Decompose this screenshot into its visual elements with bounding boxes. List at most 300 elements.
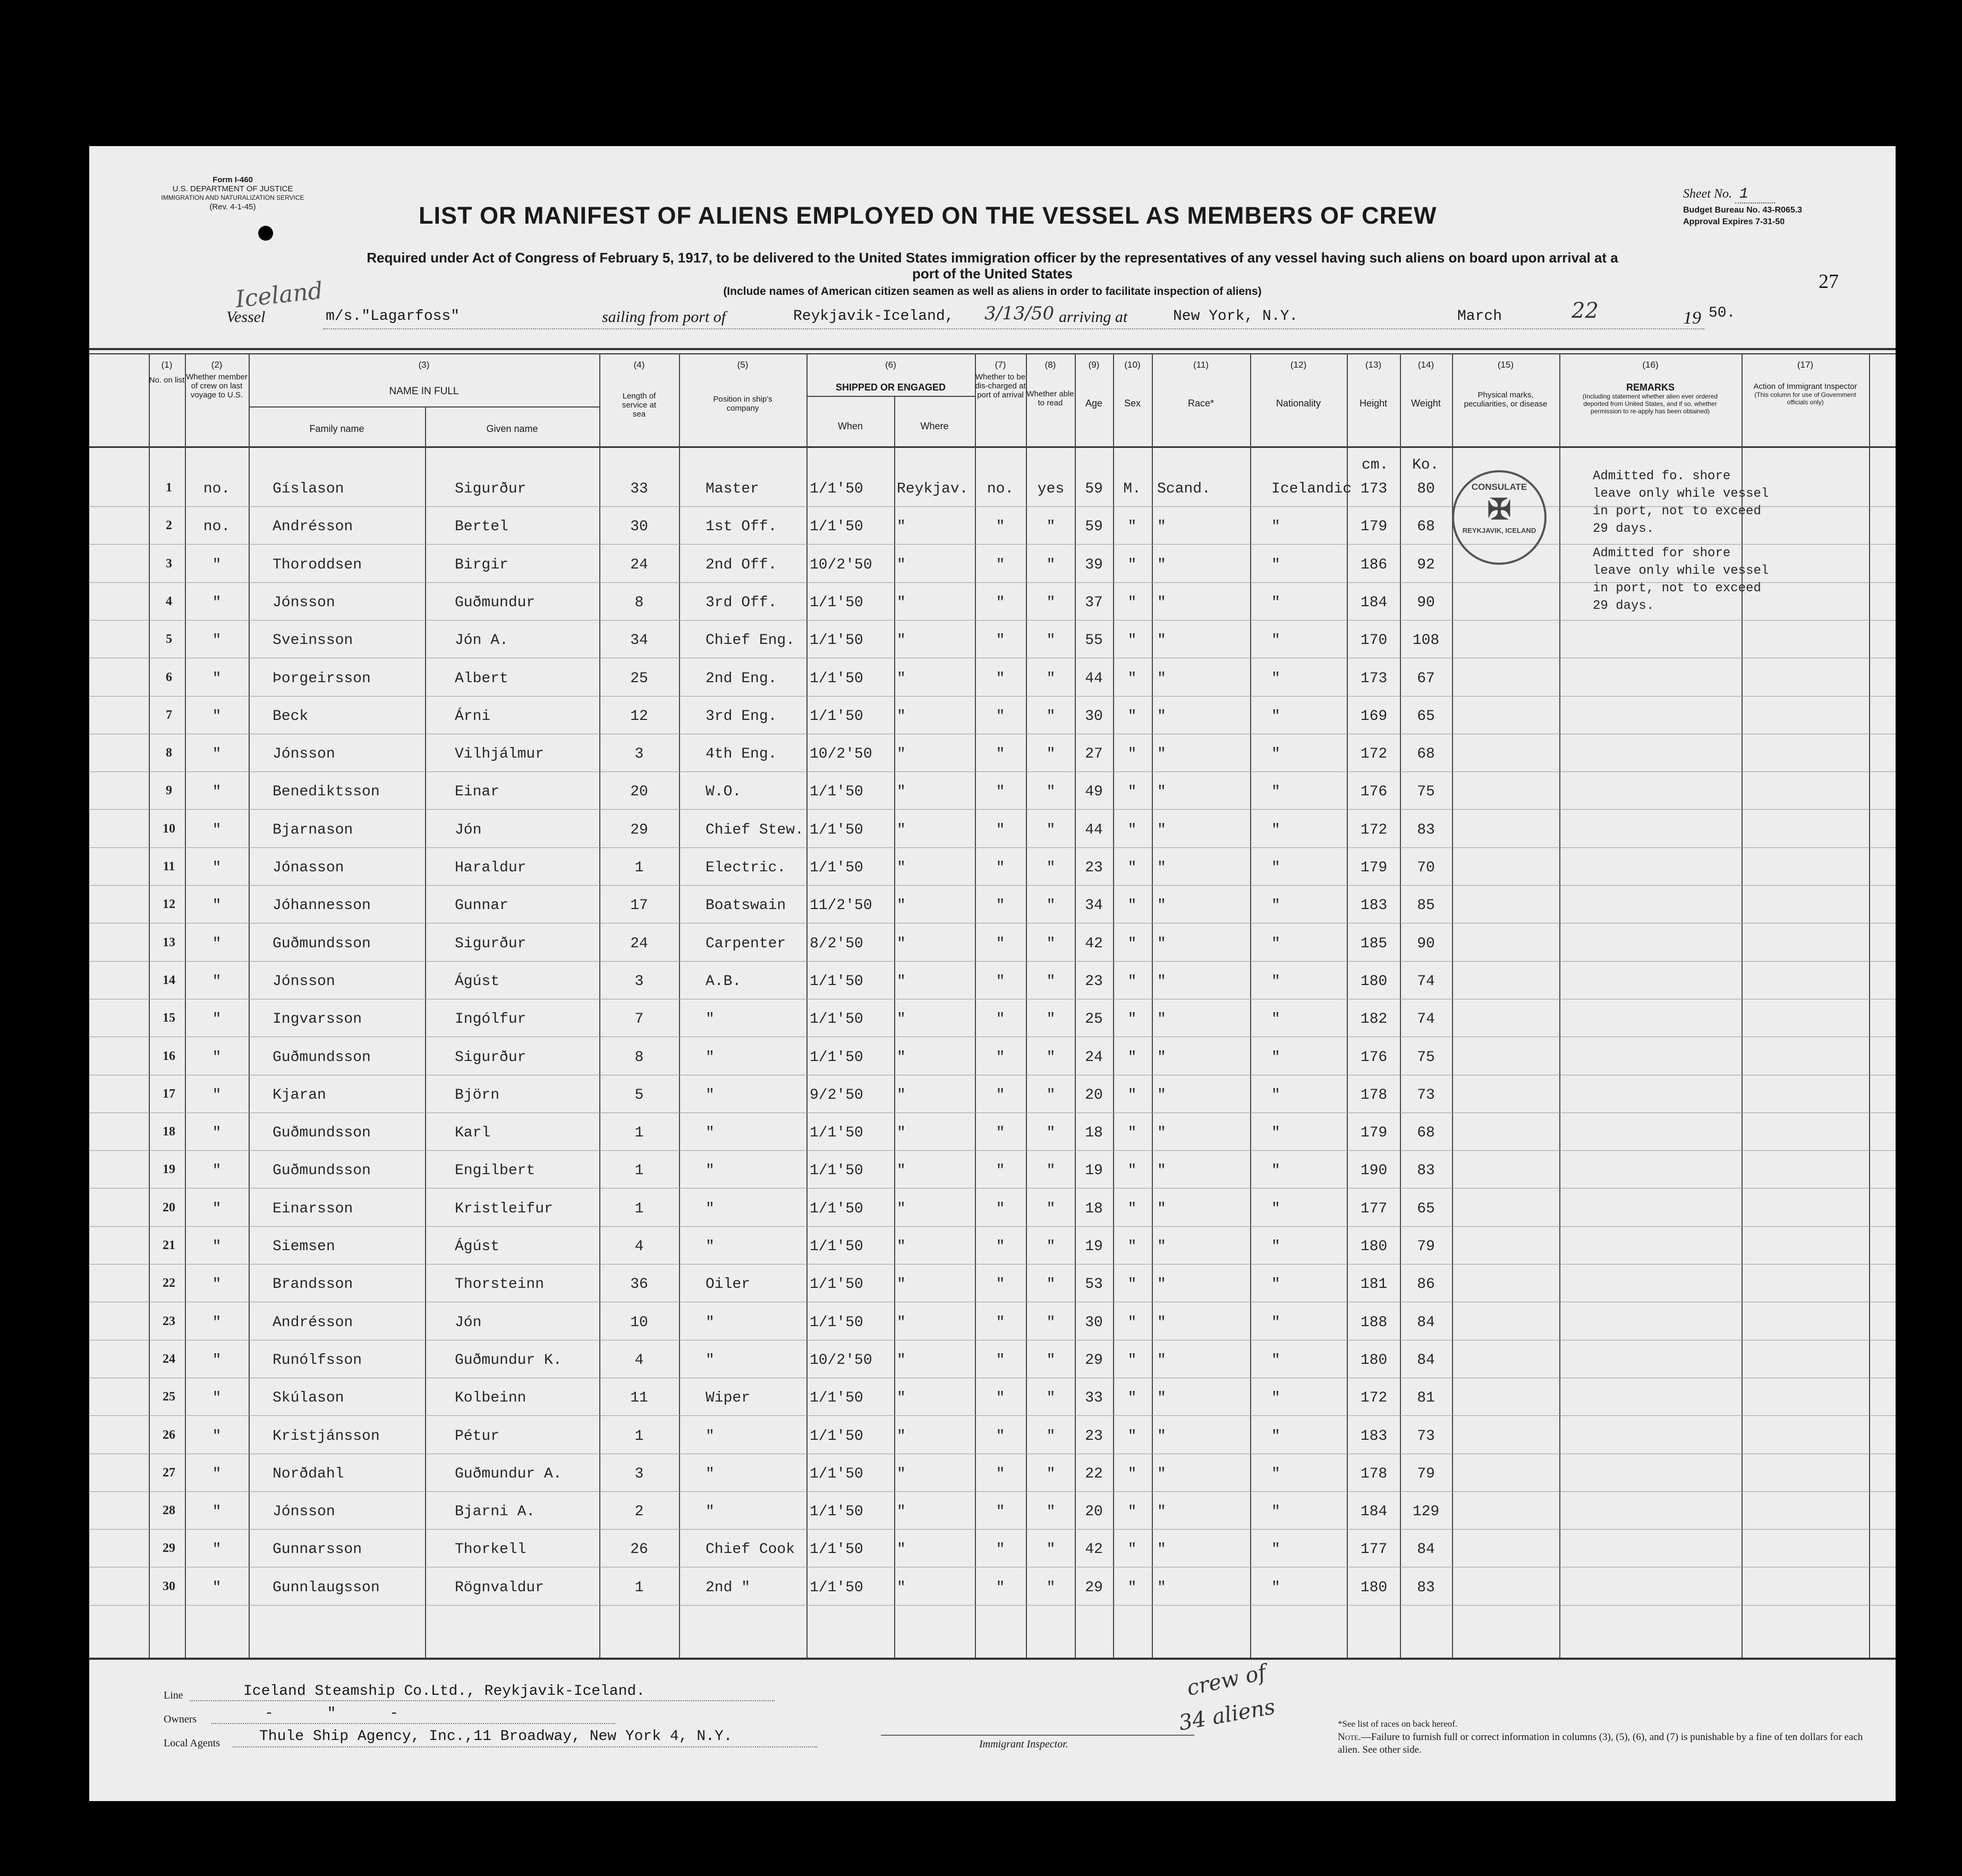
cell-no: 27 bbox=[163, 1465, 175, 1480]
cell-family: Bjarnason bbox=[273, 821, 353, 838]
cell-disch: " bbox=[996, 897, 1005, 914]
cell-prev: " bbox=[212, 556, 222, 573]
cell-disch: " bbox=[996, 632, 1005, 649]
cell-weight: 68 bbox=[1417, 746, 1435, 763]
budget-bureau: Budget Bureau No. 43-R065.3 bbox=[1683, 206, 1803, 215]
cell-no: 19 bbox=[163, 1162, 175, 1177]
col-9-header: (9) Age bbox=[1085, 360, 1103, 409]
cell-height: 180 bbox=[1360, 1579, 1388, 1596]
cell-age: 49 bbox=[1085, 784, 1103, 801]
cell-nat: " bbox=[1271, 1390, 1280, 1407]
cell-race: " bbox=[1157, 973, 1166, 990]
table-row bbox=[89, 1049, 1896, 1075]
cell-no: 10 bbox=[163, 821, 175, 836]
cell-position: " bbox=[706, 1162, 715, 1179]
cell-given: Haraldur bbox=[455, 860, 526, 876]
cell-age: 20 bbox=[1085, 1504, 1103, 1521]
cell-nat: " bbox=[1271, 1011, 1280, 1028]
cell-sex: " bbox=[1127, 1125, 1137, 1142]
cell-race: " bbox=[1157, 935, 1166, 952]
cell-where: " bbox=[897, 1276, 906, 1293]
cell-service: 1 bbox=[634, 860, 644, 876]
cell-weight: 79 bbox=[1417, 1465, 1435, 1482]
cell-when: 1/1'50 bbox=[810, 1579, 863, 1596]
cell-where: " bbox=[897, 1579, 906, 1596]
cell-prev: " bbox=[212, 1390, 222, 1407]
cell-nat: " bbox=[1271, 708, 1280, 725]
cell-service: 1 bbox=[634, 1125, 644, 1142]
approval-expires: Approval Expires 7-31-50 bbox=[1683, 217, 1785, 226]
cell-position: " bbox=[706, 1049, 715, 1066]
cell-where: " bbox=[897, 1238, 906, 1255]
cell-prev: no. bbox=[203, 481, 231, 497]
cell-disch: " bbox=[996, 784, 1005, 801]
table-row bbox=[89, 1125, 1896, 1150]
cell-sex: " bbox=[1127, 1011, 1137, 1028]
cell-where: " bbox=[897, 860, 906, 876]
cell-age: 55 bbox=[1085, 632, 1103, 649]
cell-no: 4 bbox=[166, 594, 172, 608]
cell-where: " bbox=[897, 935, 906, 952]
cell-given: Vilhjálmur bbox=[455, 746, 545, 763]
cell-no: 8 bbox=[166, 746, 172, 760]
cell-position: Master bbox=[706, 481, 759, 497]
cell-height: 177 bbox=[1360, 1541, 1388, 1558]
cell-service: 10 bbox=[630, 1314, 648, 1331]
page-number: 27 bbox=[1819, 270, 1839, 293]
crew-table-body bbox=[89, 146, 1896, 1801]
cell-disch: " bbox=[996, 1011, 1005, 1028]
cell-age: 30 bbox=[1085, 708, 1103, 725]
cell-where: " bbox=[897, 1086, 906, 1103]
cell-nat: " bbox=[1271, 1428, 1280, 1445]
cell-disch: " bbox=[996, 1579, 1005, 1596]
family-name-header: Family name bbox=[309, 423, 364, 434]
cell-nat: " bbox=[1271, 556, 1280, 573]
cell-prev: " bbox=[212, 1465, 222, 1482]
cell-nat: " bbox=[1271, 670, 1280, 687]
cell-age: 44 bbox=[1085, 821, 1103, 838]
cell-given: Karl bbox=[455, 1125, 491, 1142]
cell-sex: " bbox=[1127, 708, 1137, 725]
cell-given: Jón bbox=[455, 821, 482, 838]
cell-prev: " bbox=[212, 594, 222, 611]
cell-nat: " bbox=[1271, 1162, 1280, 1179]
cell-family: Gíslason bbox=[273, 481, 344, 497]
table-row bbox=[89, 708, 1896, 734]
cell-family: Jónasson bbox=[273, 860, 344, 876]
cell-sex: " bbox=[1127, 1541, 1137, 1558]
cell-position: 2nd " bbox=[706, 1579, 751, 1596]
cell-read: " bbox=[1046, 670, 1056, 687]
cell-read: " bbox=[1046, 556, 1056, 573]
cell-read: " bbox=[1046, 1541, 1056, 1558]
cell-given: Ingólfur bbox=[455, 1011, 526, 1028]
cell-prev: " bbox=[212, 860, 222, 876]
cell-position: 1st Off. bbox=[706, 519, 777, 536]
cell-given: Kolbeinn bbox=[455, 1390, 526, 1407]
cell-read: " bbox=[1046, 1352, 1056, 1369]
cell-height: 180 bbox=[1360, 1352, 1388, 1369]
cell-read: " bbox=[1046, 1086, 1056, 1103]
cell-sex: " bbox=[1127, 1504, 1137, 1521]
col-17-header: (17) Action of Immigrant Inspector (This column for use of Government officials only) bbox=[1753, 360, 1857, 406]
cell-read: " bbox=[1046, 860, 1056, 876]
cell-height: 182 bbox=[1360, 1011, 1388, 1028]
cell-weight: 79 bbox=[1417, 1238, 1435, 1255]
table-row bbox=[89, 1276, 1896, 1302]
cell-when: 1/1'50 bbox=[810, 1390, 863, 1407]
cell-height: 173 bbox=[1360, 670, 1388, 687]
cell-where: " bbox=[897, 1390, 906, 1407]
cell-age: 37 bbox=[1085, 594, 1103, 611]
cell-where: " bbox=[897, 897, 906, 914]
when-header: When bbox=[837, 421, 863, 431]
cell-nat: " bbox=[1271, 784, 1280, 801]
cell-prev: " bbox=[212, 708, 222, 725]
cell-where: " bbox=[897, 519, 906, 536]
arriving-port: New York, N.Y. bbox=[1173, 308, 1298, 325]
vessel-name: m/s."Lagarfoss" bbox=[326, 308, 460, 325]
revision: (Rev. 4-1-45) bbox=[209, 202, 256, 211]
cell-weight: 90 bbox=[1417, 594, 1435, 611]
cell-where: " bbox=[897, 708, 906, 725]
cell-nat: " bbox=[1271, 973, 1280, 990]
cell-where: " bbox=[897, 594, 906, 611]
remark-row-2: Admitted for shore leave only while vessel in port, not to exceed 29 days. bbox=[1593, 546, 1769, 613]
cell-where: " bbox=[897, 556, 906, 573]
cell-prev: " bbox=[212, 973, 222, 990]
cell-nat: " bbox=[1271, 821, 1280, 838]
cell-weight: 84 bbox=[1417, 1541, 1435, 1558]
owners-label: Owners bbox=[164, 1713, 197, 1725]
cell-position: 3rd Eng. bbox=[706, 708, 777, 725]
cell-weight: 68 bbox=[1417, 519, 1435, 536]
col-6-header: (6) SHIPPED OR ENGAGED bbox=[835, 360, 946, 393]
cell-where: " bbox=[897, 1541, 906, 1558]
cell-sex: " bbox=[1127, 821, 1137, 838]
cell-nat: " bbox=[1271, 1086, 1280, 1103]
cell-family: Ingvarsson bbox=[273, 1011, 362, 1028]
cell-family: Runólfsson bbox=[273, 1352, 362, 1369]
cell-given: Bertel bbox=[455, 519, 508, 536]
cell-height: 176 bbox=[1360, 1049, 1388, 1066]
agents-label: Local Agents bbox=[164, 1737, 220, 1749]
table-row bbox=[89, 860, 1896, 885]
cell-race: " bbox=[1157, 1541, 1166, 1558]
cell-sex: " bbox=[1127, 1428, 1137, 1445]
cell-family: Brandsson bbox=[273, 1276, 353, 1293]
cell-no: 12 bbox=[163, 897, 175, 912]
cell-service: 24 bbox=[630, 556, 648, 573]
cell-prev: " bbox=[212, 1125, 222, 1142]
cell-age: 18 bbox=[1085, 1125, 1103, 1142]
cell-position: Wiper bbox=[706, 1390, 751, 1407]
cell-height: 186 bbox=[1360, 556, 1388, 573]
cell-position: " bbox=[706, 1352, 715, 1369]
cell-age: 24 bbox=[1085, 1049, 1103, 1066]
table-row bbox=[89, 746, 1896, 771]
given-name-header: Given name bbox=[486, 423, 538, 434]
col-11-header: (11) Race* bbox=[1187, 360, 1214, 409]
cell-race: " bbox=[1157, 708, 1166, 725]
cell-where: " bbox=[897, 784, 906, 801]
cell-height: 176 bbox=[1360, 784, 1388, 801]
cell-weight: 83 bbox=[1417, 821, 1435, 838]
cell-sex: " bbox=[1127, 670, 1137, 687]
cell-given: Sigurður bbox=[455, 481, 526, 497]
cell-height: 170 bbox=[1360, 632, 1388, 649]
cell-prev: " bbox=[212, 1352, 222, 1369]
cell-given: Albert bbox=[455, 670, 508, 687]
col-15-header: (15) Physical marks, peculiarities, or disease bbox=[1464, 360, 1548, 409]
arriving-label: arriving at bbox=[1059, 308, 1128, 326]
cell-read: " bbox=[1046, 935, 1056, 952]
cell-service: 12 bbox=[630, 708, 648, 725]
cell-race: " bbox=[1157, 632, 1166, 649]
cell-where: " bbox=[897, 1049, 906, 1066]
cell-family: Guðmundsson bbox=[273, 1049, 371, 1066]
cell-race: " bbox=[1157, 670, 1166, 687]
cell-weight: 65 bbox=[1417, 708, 1435, 725]
subtitle-1: Required under Act of Congress of February 5, 1917, to be delivered to the United States immigration officer by the representatives of any vessel having such aliens on board upon arrival at a bbox=[367, 250, 1618, 266]
cell-family: Beck bbox=[273, 708, 309, 725]
table-row bbox=[89, 784, 1896, 809]
cell-no: 30 bbox=[163, 1579, 175, 1593]
cell-service: 33 bbox=[630, 481, 648, 497]
cell-given: Jón A. bbox=[455, 632, 508, 649]
cell-given: Ágúst bbox=[455, 1238, 500, 1255]
cell-read: " bbox=[1046, 1465, 1056, 1482]
agents-value: Thule Ship Agency, Inc.,11 Broadway, New York 4, N.Y. bbox=[259, 1728, 733, 1745]
cell-sex: M. bbox=[1123, 481, 1141, 497]
cell-nat: " bbox=[1271, 1504, 1280, 1521]
cell-height: 172 bbox=[1360, 821, 1388, 838]
cell-nat: " bbox=[1271, 746, 1280, 763]
cell-race: " bbox=[1157, 1238, 1166, 1255]
cell-age: 19 bbox=[1085, 1162, 1103, 1179]
cell-position: Oiler bbox=[706, 1276, 751, 1293]
cell-nat: " bbox=[1271, 860, 1280, 876]
cell-height: 185 bbox=[1360, 935, 1388, 952]
cell-weight: 108 bbox=[1412, 632, 1440, 649]
cell-family: Skúlason bbox=[273, 1390, 344, 1407]
cell-age: 18 bbox=[1085, 1200, 1103, 1217]
cell-service: 4 bbox=[634, 1238, 644, 1255]
remark-row-1: Admitted fo. shore leave only while vessel in port, not to exceed 29 days. bbox=[1593, 469, 1769, 536]
cell-family: Kjaran bbox=[273, 1086, 326, 1103]
cell-race: " bbox=[1157, 1579, 1166, 1596]
cell-prev: " bbox=[212, 1200, 222, 1217]
cell-age: 42 bbox=[1085, 1541, 1103, 1558]
height-unit: cm. bbox=[1362, 457, 1389, 473]
cell-weight: 67 bbox=[1417, 670, 1435, 687]
cell-age: 29 bbox=[1085, 1579, 1103, 1596]
cell-age: 23 bbox=[1085, 973, 1103, 990]
cell-no: 6 bbox=[166, 670, 172, 684]
cell-when: 1/1'50 bbox=[810, 670, 863, 687]
cell-family: Benediktsson bbox=[273, 784, 380, 801]
cell-sex: " bbox=[1127, 1086, 1137, 1103]
cell-weight: 85 bbox=[1417, 897, 1435, 914]
cell-family: Þorgeirsson bbox=[273, 670, 371, 687]
cell-race: " bbox=[1157, 1200, 1166, 1217]
cell-family: Jónsson bbox=[273, 1504, 335, 1521]
cell-service: 11 bbox=[630, 1390, 648, 1407]
cell-position: " bbox=[706, 1465, 715, 1482]
cell-where: " bbox=[897, 746, 906, 763]
cell-read: " bbox=[1046, 708, 1056, 725]
col-2-header: (2) Whether member of crew on last voyage to U.S. bbox=[186, 360, 248, 400]
cell-race: " bbox=[1157, 1428, 1166, 1445]
cell-nat: " bbox=[1271, 519, 1280, 536]
cell-sex: " bbox=[1127, 973, 1137, 990]
cell-disch: " bbox=[996, 1238, 1005, 1255]
cell-when: 1/1'50 bbox=[810, 708, 863, 725]
table-row bbox=[89, 822, 1896, 847]
cell-position: " bbox=[706, 1011, 715, 1028]
cell-age: 25 bbox=[1085, 1011, 1103, 1028]
cell-no: 15 bbox=[163, 1011, 175, 1025]
cell-race: " bbox=[1157, 1162, 1166, 1179]
note-label: Note. bbox=[1338, 1731, 1361, 1743]
cell-age: 29 bbox=[1085, 1352, 1103, 1369]
cell-disch: " bbox=[996, 973, 1005, 990]
cell-service: 20 bbox=[630, 784, 648, 801]
cell-family: Gunnlaugsson bbox=[273, 1579, 380, 1596]
cell-service: 25 bbox=[630, 670, 648, 687]
cell-prev: " bbox=[212, 1086, 222, 1103]
table-row bbox=[89, 1201, 1896, 1226]
cell-age: 42 bbox=[1085, 935, 1103, 952]
handwritten-note-2: 34 aliens bbox=[1177, 1694, 1277, 1736]
cell-service: 24 bbox=[630, 935, 648, 952]
cell-sex: " bbox=[1127, 784, 1137, 801]
owners-value: - " - bbox=[265, 1705, 399, 1722]
cell-read: " bbox=[1046, 746, 1056, 763]
department: U.S. DEPARTMENT OF JUSTICE bbox=[172, 184, 293, 193]
cell-nat: " bbox=[1271, 1125, 1280, 1142]
cell-height: 177 bbox=[1360, 1200, 1388, 1217]
cell-weight: 75 bbox=[1417, 784, 1435, 801]
cell-nat: " bbox=[1271, 594, 1280, 611]
cell-race: " bbox=[1157, 1314, 1166, 1331]
cell-position: " bbox=[706, 1086, 715, 1103]
cell-where: Reykjav. bbox=[897, 481, 969, 497]
cell-service: 1 bbox=[634, 1200, 644, 1217]
cell-sex: " bbox=[1127, 935, 1137, 952]
cell-service: 30 bbox=[630, 519, 648, 536]
col-1-header: (1) No. on list bbox=[149, 360, 185, 385]
cell-no: 9 bbox=[166, 784, 172, 798]
cell-weight: 129 bbox=[1412, 1504, 1440, 1521]
cell-read: " bbox=[1046, 1504, 1056, 1521]
cell-when: 11/2'50 bbox=[810, 897, 872, 914]
cell-disch: no. bbox=[987, 481, 1014, 497]
cell-when: 1/1'50 bbox=[810, 1049, 863, 1066]
cell-nat: " bbox=[1271, 1276, 1280, 1293]
cell-family: Guðmundsson bbox=[273, 1125, 371, 1142]
stamp-top-text: CONSULATE bbox=[1471, 482, 1527, 492]
cell-where: " bbox=[897, 1011, 906, 1028]
races-note: *See list of races on back hereof. bbox=[1338, 1719, 1458, 1729]
cell-given: Björn bbox=[455, 1086, 500, 1103]
cell-service: 7 bbox=[634, 1011, 644, 1028]
cell-given: Birgir bbox=[455, 556, 508, 573]
subtitle-2: port of the United States bbox=[912, 266, 1073, 282]
cell-weight: 83 bbox=[1417, 1162, 1435, 1179]
cell-race: " bbox=[1157, 821, 1166, 838]
cell-nat: " bbox=[1271, 1200, 1280, 1217]
stamp-crest: ✠ bbox=[1487, 494, 1511, 525]
cell-no: 25 bbox=[163, 1390, 175, 1404]
cell-no: 23 bbox=[163, 1314, 175, 1328]
cell-weight: 75 bbox=[1417, 1049, 1435, 1066]
table-row bbox=[89, 1504, 1896, 1529]
cell-nat: " bbox=[1271, 897, 1280, 914]
cell-no: 29 bbox=[163, 1541, 175, 1556]
service: IMMIGRATION AND NATURALIZATION SERVICE bbox=[161, 194, 304, 201]
cell-position: 2nd Eng. bbox=[706, 670, 777, 687]
cell-weight: 65 bbox=[1417, 1200, 1435, 1217]
cell-given: Guðmundur bbox=[455, 594, 536, 611]
cell-disch: " bbox=[996, 1504, 1005, 1521]
vessel-label: Vessel bbox=[226, 308, 266, 326]
cell-prev: " bbox=[212, 935, 222, 952]
cell-when: 1/1'50 bbox=[810, 1125, 863, 1142]
table-row bbox=[89, 973, 1896, 999]
col-5-header: (5) Position in ship's company bbox=[713, 360, 772, 413]
sailing-date: 3/13/50 bbox=[984, 303, 1055, 324]
cell-weight: 73 bbox=[1417, 1428, 1435, 1445]
cell-given: Jón bbox=[455, 1314, 482, 1331]
cell-when: 1/1'50 bbox=[810, 1541, 863, 1558]
cell-when: 1/1'50 bbox=[810, 594, 863, 611]
cell-race: " bbox=[1157, 1465, 1166, 1482]
cell-no: 28 bbox=[163, 1504, 175, 1518]
cell-read: " bbox=[1046, 519, 1056, 536]
cell-position: " bbox=[706, 1428, 715, 1445]
cell-disch: " bbox=[996, 1465, 1005, 1482]
cell-where: " bbox=[897, 1200, 906, 1217]
cell-sex: " bbox=[1127, 746, 1137, 763]
cell-no: 22 bbox=[163, 1276, 175, 1291]
cell-height: 180 bbox=[1360, 973, 1388, 990]
table-row bbox=[89, 897, 1896, 923]
cell-disch: " bbox=[996, 556, 1005, 573]
cell-no: 2 bbox=[166, 519, 172, 533]
cell-disch: " bbox=[996, 935, 1005, 952]
cell-when: 1/1'50 bbox=[810, 1428, 863, 1445]
cell-disch: " bbox=[996, 1125, 1005, 1142]
cell-service: 29 bbox=[630, 821, 648, 838]
arrival-day: 22 bbox=[1572, 299, 1599, 323]
cell-family: Andrésson bbox=[273, 1314, 353, 1331]
cell-weight: 74 bbox=[1417, 973, 1435, 990]
cell-when: 1/1'50 bbox=[810, 632, 863, 649]
cell-prev: " bbox=[212, 1428, 222, 1445]
cell-age: 27 bbox=[1085, 746, 1103, 763]
cell-prev: " bbox=[212, 1579, 222, 1596]
cell-prev: " bbox=[212, 1049, 222, 1066]
col-3-header: (3) NAME IN FULL bbox=[389, 360, 459, 397]
cell-where: " bbox=[897, 973, 906, 990]
cell-when: 1/1'50 bbox=[810, 821, 863, 838]
table-row bbox=[89, 1390, 1896, 1415]
cell-weight: 70 bbox=[1417, 860, 1435, 876]
cell-height: 190 bbox=[1360, 1162, 1388, 1179]
cell-prev: " bbox=[212, 746, 222, 763]
